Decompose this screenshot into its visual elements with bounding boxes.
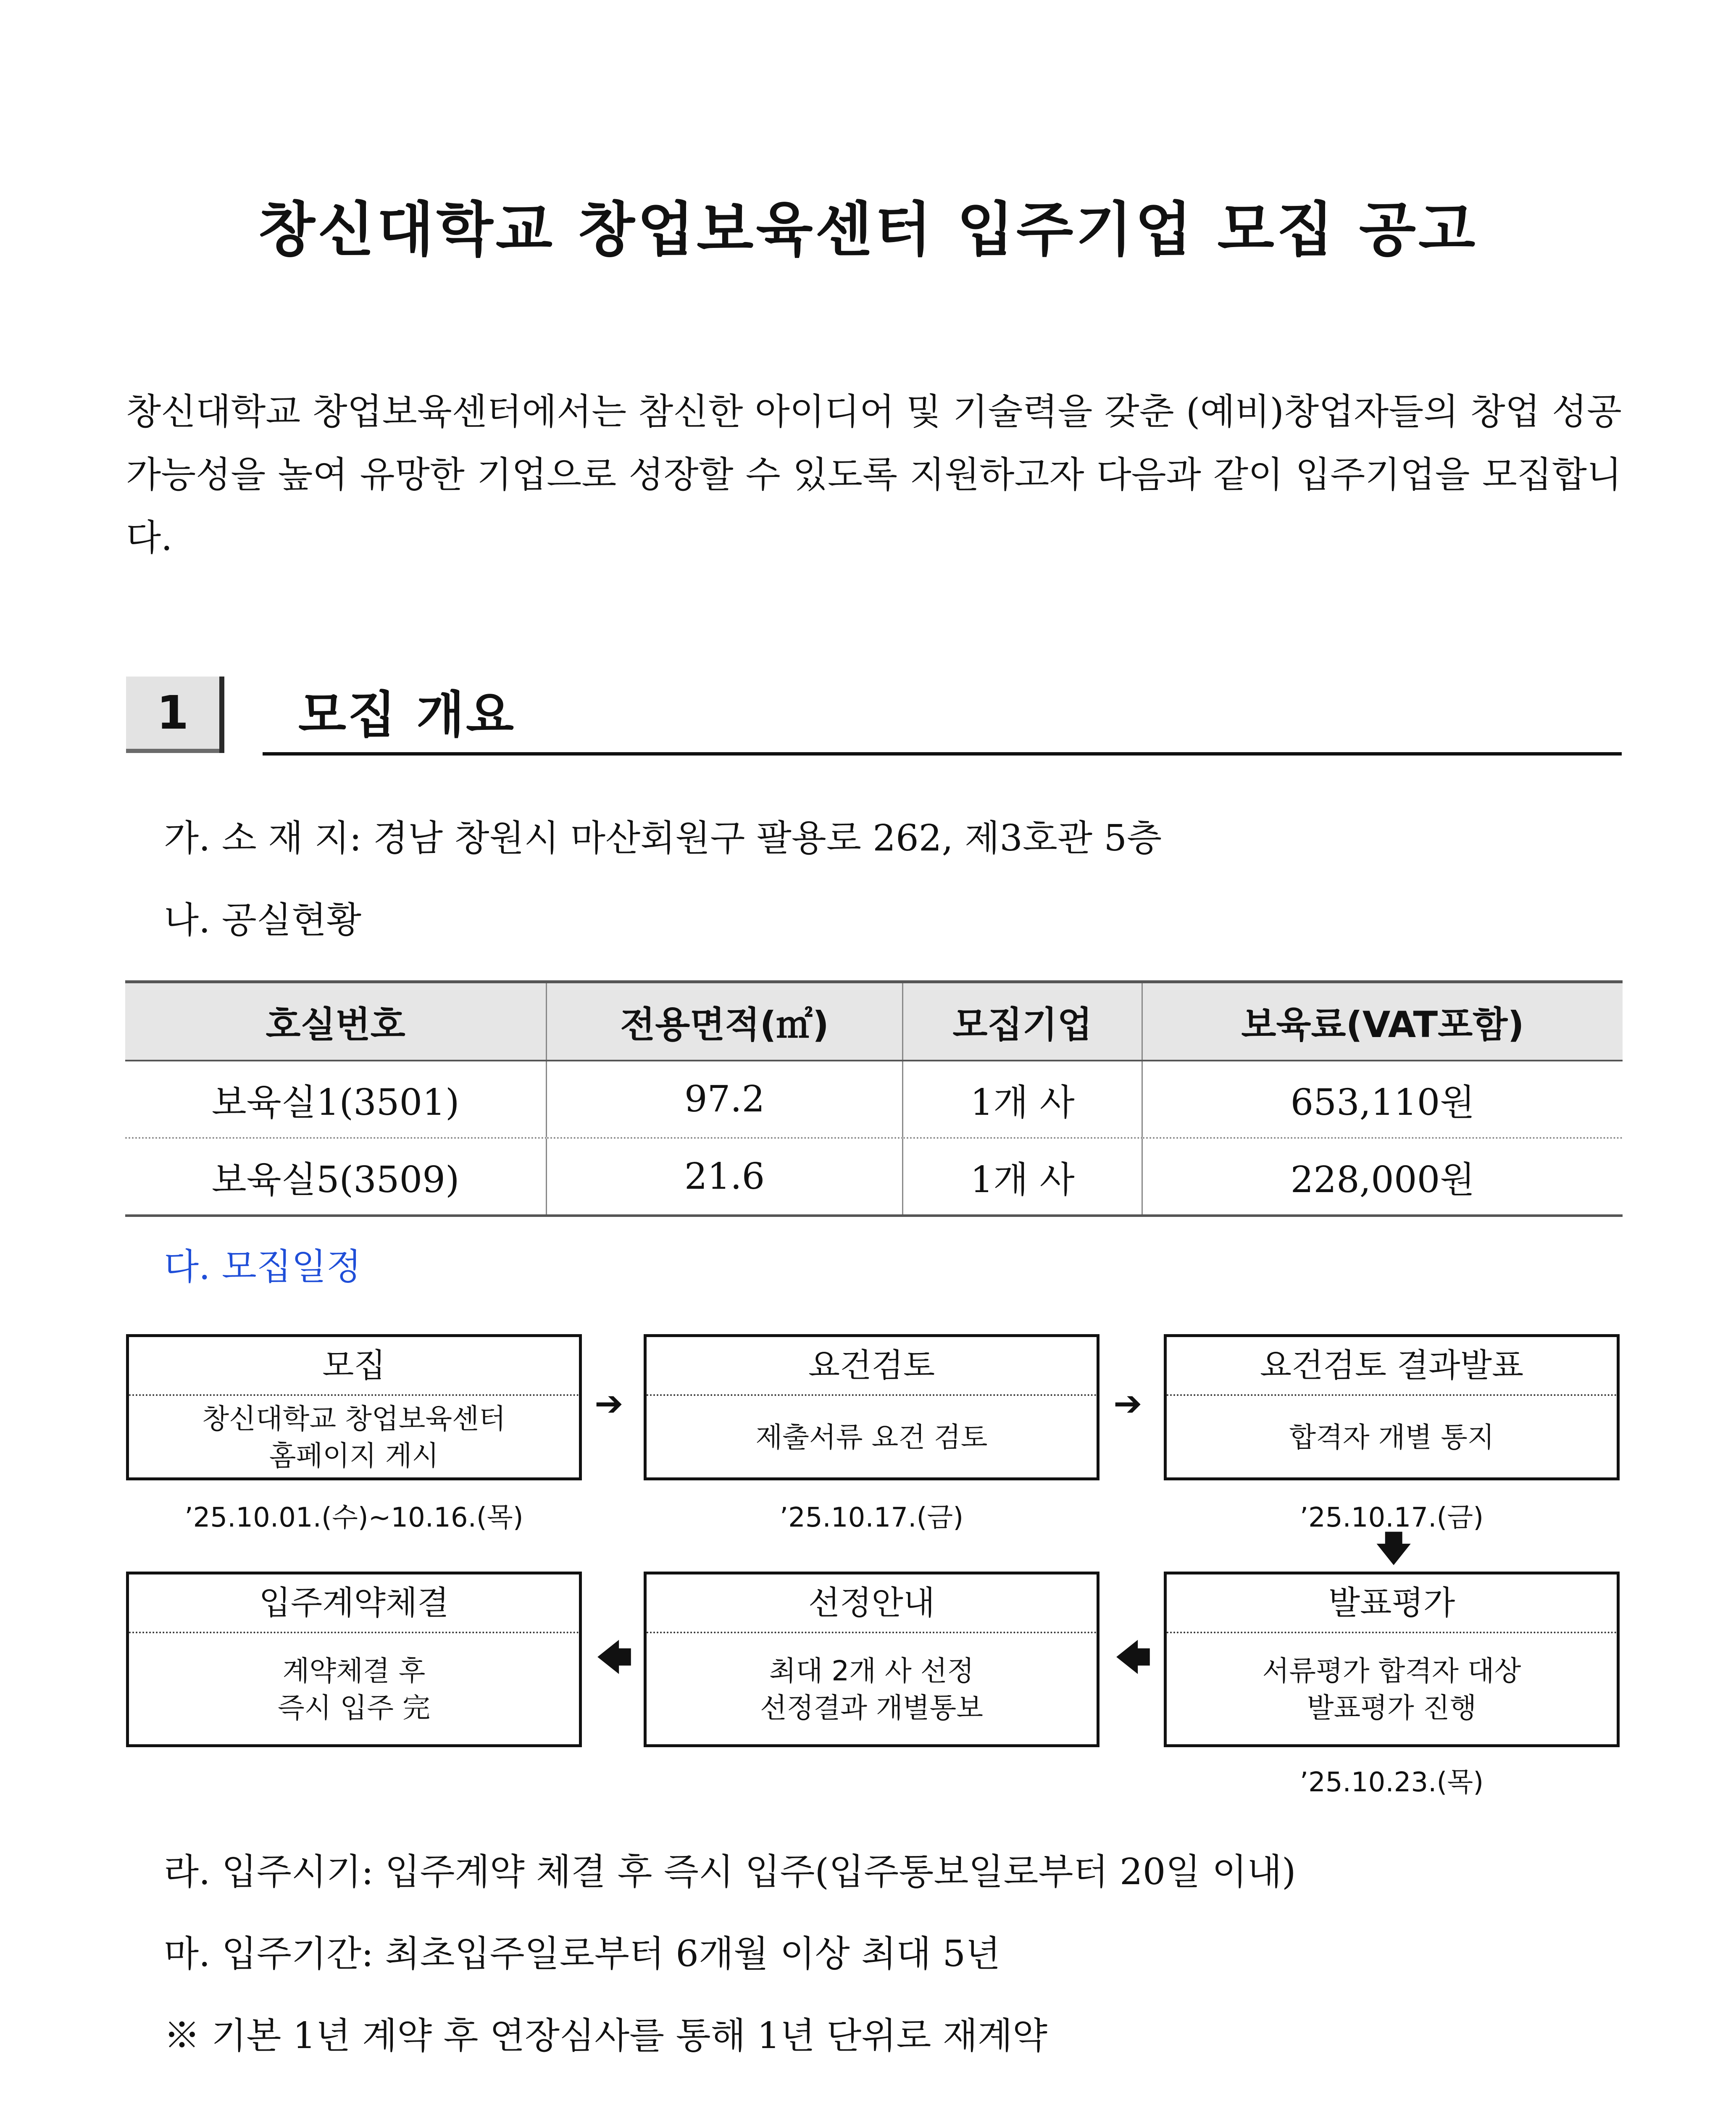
flow-step-title: 요건검토 xyxy=(647,1337,1097,1396)
item-note: ※ 기본 1년 계약 후 연장심사를 통해 1년 단위로 재계약 xyxy=(164,2015,1047,2057)
section-underline xyxy=(263,752,1622,756)
flow-step-text: 발표평가 진행 xyxy=(1307,1691,1477,1724)
table-cell: 보육실5(3509) xyxy=(125,1138,547,1216)
flow-step-text: 창신대학교 창업보육센터 xyxy=(202,1402,506,1435)
flow-step-date: ’25.10.17.(금) xyxy=(779,1502,964,1533)
flow-step-title: 모집 xyxy=(129,1337,579,1396)
flow-step-text: 즉시 입주 完 xyxy=(278,1691,430,1724)
flow-step-contract xyxy=(126,1572,582,1747)
arrow-left-icon: 🡄 xyxy=(597,1638,632,1678)
flow-step-body xyxy=(129,1633,579,1746)
flow-step-title: 입주계약체결 xyxy=(129,1574,579,1633)
document-title: 창신대학교 창업보육센터 입주기업 모집 공고 xyxy=(258,196,1478,264)
flow-step-selection xyxy=(644,1572,1099,1747)
flow-step-text: 계약체결 후 xyxy=(282,1654,426,1687)
flow-step-body xyxy=(647,1396,1097,1479)
table-cell: 보육실1(3501) xyxy=(125,1061,547,1138)
column-header: 호실번호 xyxy=(125,982,547,1061)
column-header: 모집기업 xyxy=(903,982,1142,1061)
arrow-down-icon: 🡇 xyxy=(1376,1529,1412,1569)
item-move-in-time: 라. 입주시기: 입주계약 체결 후 즉시 입주(입주통보일로부터 20일 이내) xyxy=(164,1851,1296,1893)
flow-step-date: ’25.10.23.(목) xyxy=(1299,1767,1484,1798)
vacancy-table xyxy=(125,980,1623,1217)
section-divider xyxy=(219,677,224,753)
flow-step-text: 홈페이지 게시 xyxy=(269,1439,439,1472)
flow-step-title: 발표평가 xyxy=(1167,1574,1617,1633)
table-row xyxy=(125,1138,1623,1216)
flow-step-text: 선정결과 개별통보 xyxy=(760,1691,984,1724)
flow-step-title: 요건검토 결과발표 xyxy=(1167,1337,1617,1396)
flow-step-body xyxy=(1167,1396,1617,1479)
item-move-in-period: 마. 입주기간: 최초입주일로부터 6개월 이상 최대 5년 xyxy=(164,1933,1001,1975)
table-cell: 653,110원 xyxy=(1142,1061,1623,1138)
table-cell: 21.6 xyxy=(547,1138,903,1216)
flow-step-review xyxy=(644,1334,1099,1480)
flow-step-text: 최대 2개 사 선정 xyxy=(769,1654,974,1687)
flow-step-presentation xyxy=(1164,1572,1620,1747)
flow-step-body xyxy=(1167,1633,1617,1746)
table-cell: 1개 사 xyxy=(903,1138,1142,1216)
column-header: 보육료(VAT포함) xyxy=(1142,982,1623,1061)
intro-paragraph: 창신대학교 창업보육센터에서는 참신한 아이디어 및 기술력을 갖춘 (예비)창업자들의 창업 성공가능성을 높여 유망한 기업으로 성장할 수 있도록 지원하고자 다음과 같이 입주기업을 모집합니다. xyxy=(126,391,1622,559)
flow-step-body xyxy=(129,1396,579,1479)
table-cell: 97.2 xyxy=(547,1061,903,1138)
arrow-right-icon: ➔ xyxy=(1113,1384,1142,1424)
table-cell: 1개 사 xyxy=(903,1061,1142,1138)
arrow-right-icon: ➔ xyxy=(594,1384,623,1424)
flow-step-review-result xyxy=(1164,1334,1620,1480)
item-vacancy: 나. 공실현황 xyxy=(164,899,362,941)
table-header-row xyxy=(125,982,1623,1061)
arrow-left-icon: 🡄 xyxy=(1115,1638,1151,1678)
flow-step-title: 선정안내 xyxy=(647,1574,1097,1633)
flow-step-body xyxy=(647,1633,1097,1746)
flow-step-date: ’25.10.01.(수)~10.16.(목) xyxy=(184,1502,523,1533)
item-schedule: 다. 모집일정 xyxy=(164,1246,362,1288)
flow-step-text: 서류평가 합격자 대상 xyxy=(1262,1654,1521,1687)
flow-step-recruit xyxy=(126,1334,582,1480)
section-number: 1 xyxy=(126,677,219,753)
flow-step-date: ’25.10.17.(금) xyxy=(1299,1502,1484,1533)
table-cell: 228,000원 xyxy=(1142,1138,1623,1216)
table-row xyxy=(125,1061,1623,1138)
section-title: 모집 개요 xyxy=(298,686,516,744)
flow-step-text: 제출서류 요건 검토 xyxy=(755,1421,988,1453)
column-header: 전용면적(㎡) xyxy=(547,982,903,1061)
flow-step-text: 합격자 개별 통지 xyxy=(1289,1421,1494,1453)
item-location: 가. 소 재 지: 경남 창원시 마산회원구 팔용로 262, 제3호관 5층 xyxy=(164,817,1162,859)
